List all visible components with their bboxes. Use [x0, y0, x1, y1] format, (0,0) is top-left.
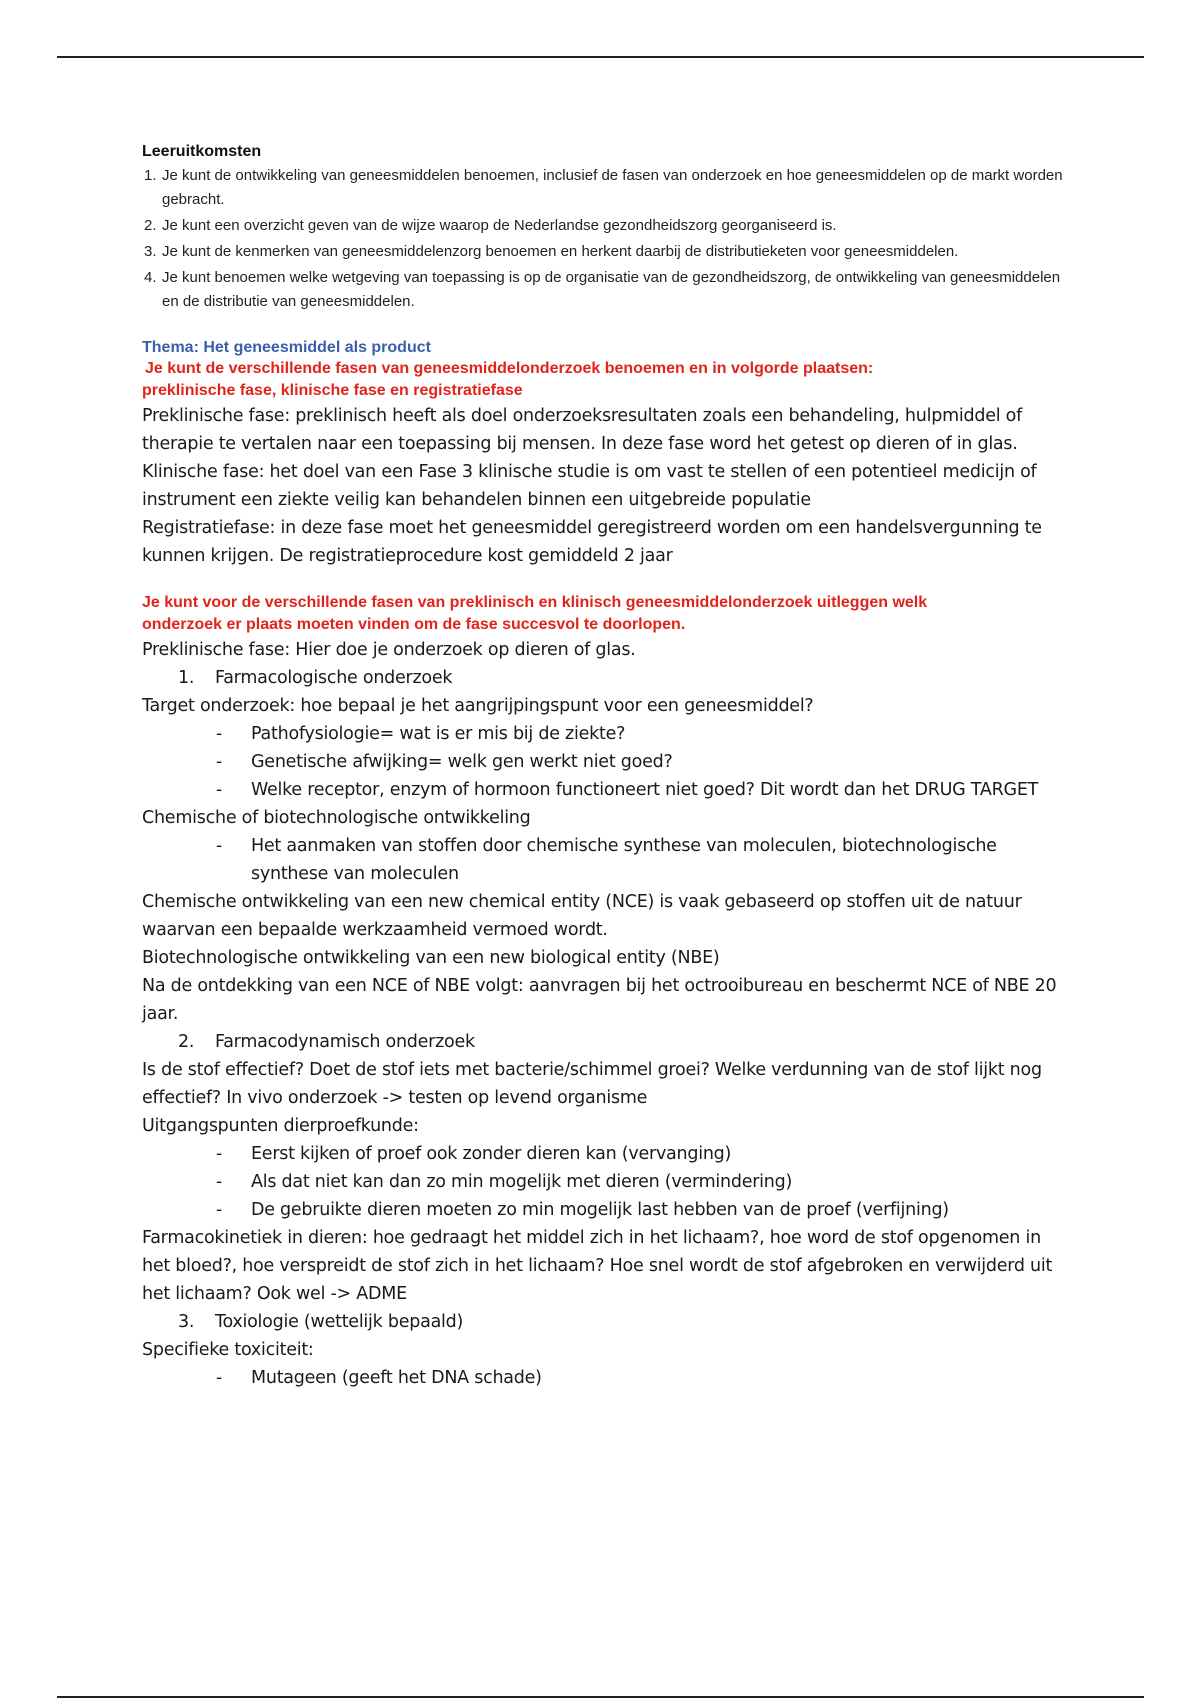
goal-heading-2b: onderzoek er plaats moeten vinden om de fase succesvol te doorlopen. [142, 616, 686, 633]
chem-heading: Chemische of biotechnologische ontwikkeling [142, 808, 531, 828]
learning-outcomes-title: Leeruitkomsten [142, 143, 262, 160]
outcome-item: 4. Je kunt benoemen welke wetgeving van toepassing is op de organisatie van de gezondheidszorg, de ontwikkeling van geneesmiddelen en de distributie van geneesmiddelen. [144, 269, 1061, 310]
bullet-item: - Welke receptor, enzym of hormoon functioneert niet goed? Dit wordt dan het DRUG TARGET [216, 780, 1039, 800]
outcome-item: 2. Je kunt een overzicht geven van de wijze waarop de Nederlandse gezondheidszorg georganiseerd is. [144, 217, 837, 234]
section2-body [142, 636, 1072, 1392]
numbered-item-2: 2. Farmacodynamisch onderzoek [178, 1032, 475, 1052]
tox-heading: Specifieke toxiciteit: [142, 1340, 314, 1360]
learning-outcomes-list [142, 164, 1072, 314]
paragraph-clinical: Klinische fase: het doel van een Fase 3 klinische studie is om vast te stellen of een potentieel medicijn of instrument een ziekte veilig kan behandelen binnen een uitgebreide populatie [142, 462, 1037, 510]
goal-heading-1b: preklinische fase, klinische fase en registratiefase [142, 382, 523, 399]
theme-heading: Thema: Het geneesmiddel als product [142, 339, 431, 356]
bullet-item: - Het aanmaken van stoffen door chemische synthese van moleculen, biotechnologische synthese van moleculen [216, 836, 997, 884]
paragraph-registration: Registratiefase: in deze fase moet het geneesmiddel geregistreerd worden om een handelsvergunning te kunnen krijgen. De registratieprocedure kost gemiddeld 2 jaar [142, 518, 1042, 566]
target-question: Target onderzoek: hoe bepaal je het aangrijpingspunt voor een geneesmiddel? [142, 696, 814, 716]
header-rule [57, 56, 1144, 58]
nce-paragraph: Chemische ontwikkeling van een new chemical entity (NCE) is vaak gebaseerd op stoffen uit de natuur waarvan een bepaalde werkzaamheid vermoed wordt. [142, 892, 1022, 940]
bullet-item: - Mutageen (geeft het DNA schade) [216, 1368, 542, 1388]
bullet-item: - De gebruikte dieren moeten zo min mogelijk last hebben van de proef (verfijning) [216, 1200, 949, 1220]
numbered-item-3: 3. Toxiologie (wettelijk bepaald) [178, 1312, 464, 1332]
bullet-item: - Pathofysiologie= wat is er mis bij de ziekte? [216, 724, 626, 744]
intro-line: Preklinische fase: Hier doe je onderzoek op dieren of glas. [142, 640, 636, 660]
goal-heading-2a: Je kunt voor de verschillende fasen van preklinisch en klinisch geneesmiddelonderzoek uitleggen welk [142, 594, 928, 611]
bullet-item: - Eerst kijken of proef ook zonder dieren kan (vervanging) [216, 1144, 732, 1164]
goal-heading-1a: Je kunt de verschillende fasen van geneesmiddelonderzoek benoemen en in volgorde plaatsen: [145, 360, 874, 377]
outcome-item: 3. Je kunt de kenmerken van geneesmiddelenzorg benoemen en herkent daarbij de distributieketen voor geneesmiddelen. [144, 243, 959, 260]
outcome-item: 1. Je kunt de ontwikkeling van geneesmiddelen benoemen, inclusief de fasen van onderzoek en hoe geneesmiddelen op de markt worden gebracht. [144, 167, 1063, 208]
bullet-item: - Genetische afwijking= welk gen werkt niet goed? [216, 752, 673, 772]
pk-paragraph: Farmacokinetiek in dieren: hoe gedraagt het middel zich in het lichaam?, hoe word de stof opgenomen in het bloed?, hoe verspreidt de stof zich in het lichaam? Hoe snel wordt de stof afgebroken en verwijderd uit het lichaam? Ook wel -> ADME [142, 1228, 1053, 1304]
nbe-paragraph: Biotechnologische ontwikkeling van een new biological entity (NBE) [142, 948, 720, 968]
effect-paragraph: Is de stof effectief? Doet de stof iets met bacterie/schimmel groei? Welke verdunning van de stof lijkt nog effectief? In vivo onderzoek -> testen op levend organisme [142, 1060, 1042, 1108]
document-page [142, 140, 1072, 1392]
paragraph-preclinical: Preklinische fase: preklinisch heeft als doel onderzoeksresultaten zoals een behandeling, hulpmiddel of therapie te vertalen naar een toepassing bij mensen. In deze fase word het getest op dieren of in glas. [142, 406, 1023, 454]
principles-heading: Uitgangspunten dierproefkunde: [142, 1116, 419, 1136]
numbered-item-1: 1. Farmacologische onderzoek [178, 668, 453, 688]
bullet-item: - Als dat niet kan dan zo min mogelijk met dieren (vermindering) [216, 1172, 793, 1192]
patent-paragraph: Na de ontdekking van een NCE of NBE volgt: aanvragen bij het octrooibureau en beschermt NCE of NBE 20 jaar. [142, 976, 1057, 1024]
footer-rule [57, 1696, 1144, 1698]
section1-body [142, 402, 1072, 570]
